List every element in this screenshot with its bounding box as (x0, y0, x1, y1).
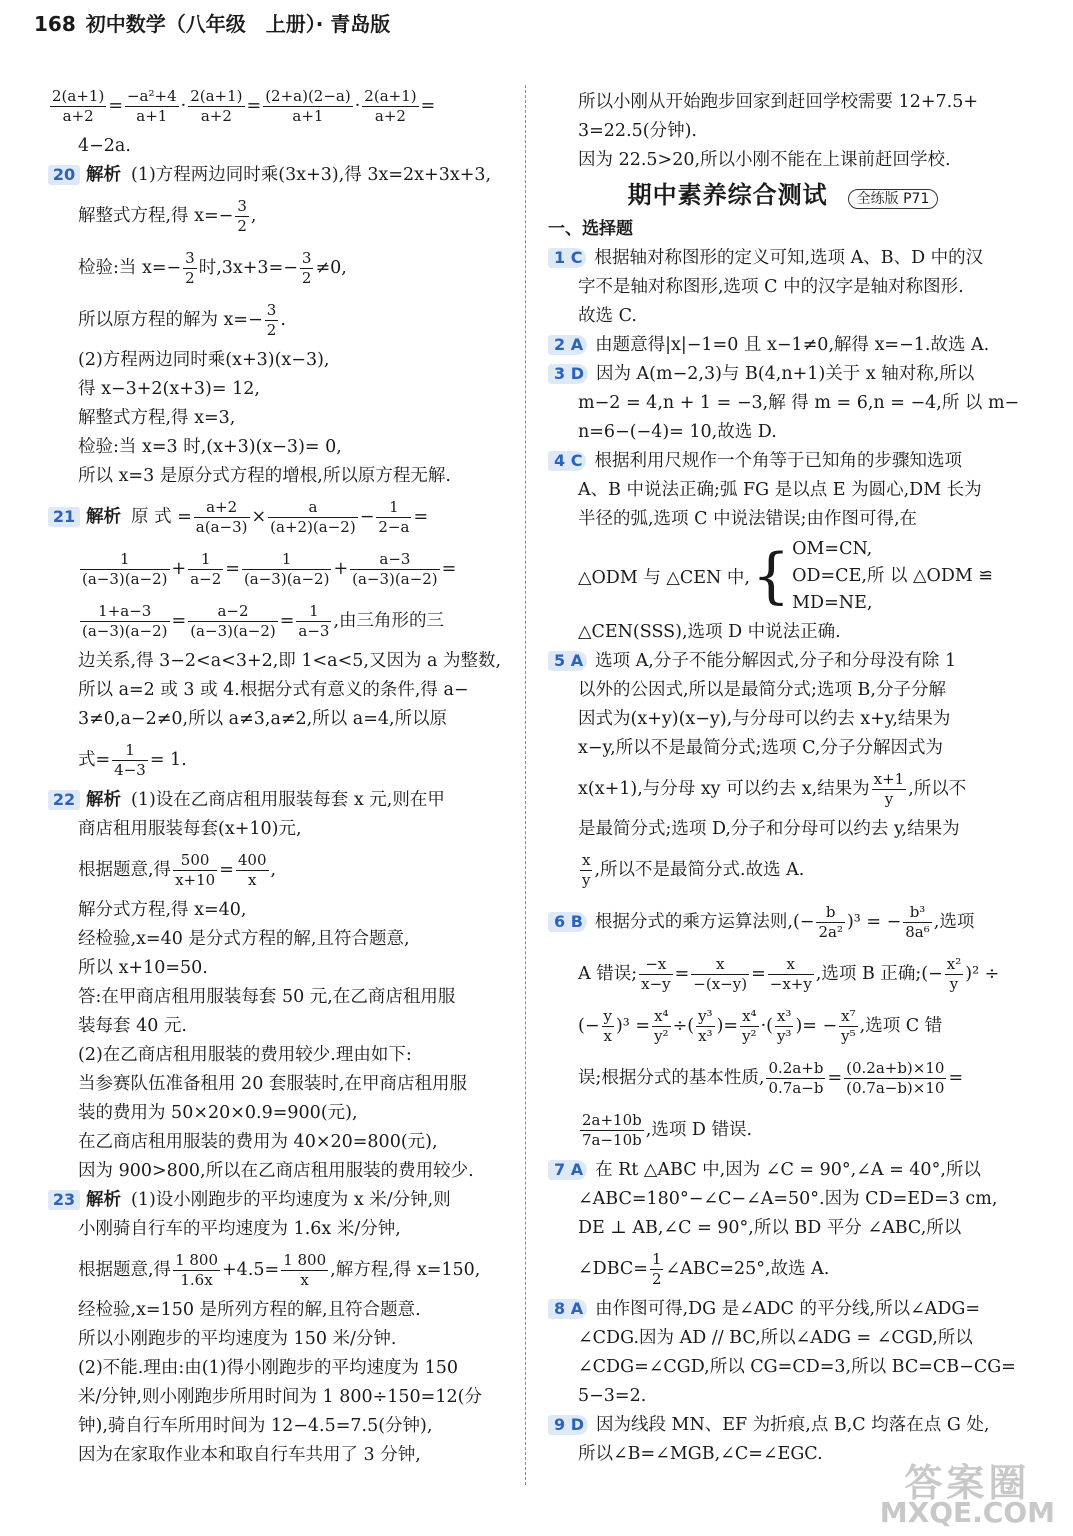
answer-badge: 4 C (548, 451, 586, 471)
equation-line: $\frac{1}{(a-3)(a-2)}$ + $\frac{1}{a-2}$ = $\frac{1}{(a-3)(a-2)}$ + $\frac{a-3}{(a-3)(a-2)}$ = (82, 550, 457, 588)
text-line: 解整式方程,得 x=− $\frac{3}{2}$ , (78, 197, 257, 235)
text-line: x(x+1),与分母 xy 可以约去 x,结果为 $\frac{x+1}{y}$ ,所以不 (578, 770, 967, 808)
section-heading (548, 175, 1018, 215)
answer-badge: 3 D (548, 364, 588, 384)
text-line: ∠CDG.因为 AD // BC,所以∠ADG = ∠CGD,所以 (578, 1328, 973, 1348)
text-line: 所以 a=2 或 3 或 4.根据分式有意义的条件,得 a− (78, 680, 469, 700)
equation-line: 误;根据分式的基本性质, $\frac{0.2a+b}{0.7a-b}$ = $\frac{(0.2a+b)\times 10}{(0.7a-b)\times 10}$ = (578, 1059, 964, 1097)
text-line: m−2 = 4,n + 1 = −3,解 得 m = 6,n = −4,所 以 m− (578, 393, 1020, 413)
text-line: DE ⊥ AB,∠C = 90°,所以 BD 平分 ∠ABC,所以 (578, 1218, 962, 1238)
text-line: 检验:当 x=3 时,(x+3)(x−3)= 0, (78, 437, 342, 457)
right-column (548, 88, 1018, 1469)
text-line: 是最简分式;选项 D,分子和分母可以约去 y,结果为 (578, 819, 960, 839)
answer-badge: 2 A (548, 335, 587, 355)
text-line: ∠CDG=∠CGD,所以 CG=CD=3,所以 BC=CB−CG= (578, 1357, 1016, 1377)
text-line: 根据题意,得 $\frac{1 800}{1.6x}$ +4.5= $\frac{1 800}{x}$ ,解方程,得 x=150, (78, 1251, 481, 1289)
text-line: x−y,所以不是最简分式;选项 C,分子分解因式为 (578, 738, 943, 758)
text-line: 所以小刚从开始跑步回家到赶回学校需要 12+7.5+ (578, 92, 978, 112)
equation-line: $\frac{2a+10b}{7a-10b}$ ,选项 D 错误. (582, 1111, 753, 1149)
watermark-logo: 答案圈 MXQE.COM (879, 1461, 1055, 1529)
page-number: 168 (34, 12, 76, 36)
problem-20: 20 解析 (1)方程两边同时乘(3x+3),得 3x=2x+3x+3, (48, 161, 518, 190)
text-line: 所以 x+10=50. (78, 958, 208, 978)
problem-22: 22 解析 (1)设在乙商店租用服装每套 x 元,则在甲 (48, 786, 518, 815)
answer-4: 4 C 根据利用尺规作一个角等于已知角的步骤知选项 (548, 447, 1018, 476)
text-line: 所以小刚跑步的平均速度为 150 米/分钟. (78, 1329, 397, 1349)
text-line: 得 x−3+2(x+3)= 12, (78, 379, 260, 399)
answer-7: 7 A 在 Rt △ABC 中,因为 ∠C = 90°,∠A = 40°,所以 (548, 1156, 1018, 1185)
book-title: 初中数学（八年级 上册）· 青岛版 (85, 12, 391, 36)
text-line: △CEN(SSS),选项 D 中说法正确. (578, 622, 841, 642)
text-line: (2)在乙商店租用服装的费用较少.理由如下: (78, 1045, 412, 1065)
equation-system: △ODM 与 △CEN 中, { OM=CN, OD=CE,所 以 △ODM ≌ MD=NE, (578, 538, 994, 613)
problem-number: 22 (48, 790, 80, 810)
text-line: $\frac{x}{y}$ ,所以不是最简分式.故选 A. (582, 851, 805, 889)
text-line: 米/分钟,则小刚跑步所用时间为 1 800÷150=12(分 (78, 1387, 482, 1407)
text-line: 故选 C. (578, 306, 637, 326)
equation-line: (− $\frac{y}{x}$ )³ = $\frac{\text{x⁴}}{\text{y²}}$ ÷( $\frac{\text{y³}}{\text{x³}}$ )= $\frac{\text{x⁴}}{\text{y²}}$ ·( $\frac{\text{x³}}{\text{y³}}$ )= − $\frac{\text{x⁷}}{\text{y⁵}}$ ,选项 C 错 (578, 1007, 943, 1045)
text-line: n=6−(−4)= 10,故选 D. (578, 422, 777, 442)
answer-2: 2 A 由题意得|x|−1=0 且 x−1≠0,解得 x=−1.故选 A. (548, 331, 1018, 360)
left-column (48, 80, 518, 1470)
text-line: 因为 900>800,所以在乙商店租用服装的费用较少. (78, 1161, 474, 1181)
equation-line: $\frac{1+a-3}{(a-3)(a-2)}$ = $\frac{a-2}{(a-3)(a-2)}$ = $\frac{1}{a-3}$ ,由三角形的三 (82, 602, 445, 640)
answer-badge: 9 D (548, 1415, 588, 1435)
page-ref-badge: 全练版 P71 (848, 189, 939, 209)
equation-line: $\frac{2(a+1)}{a+2}$ = $\frac{\text{−a²+4}}{a+1}$ · $\frac{2(a+1)}{a+2}$ = $\frac{(2+a)(2-a)}{a+1}$ · $\frac{2(a+1)}{a+2}$ = (52, 87, 436, 125)
text-line: ∠DBC= $\frac{1}{2}$ ∠ABC=25°,故选 A. (578, 1250, 830, 1288)
text-line: 解分式方程,得 x=40, (78, 900, 247, 920)
problem-number: 23 (48, 1190, 80, 1210)
problem-number: 20 (48, 165, 80, 185)
answer-badge: 7 A (548, 1160, 587, 1180)
problem-number: 21 (48, 507, 80, 527)
text-line: (2)不能.理由:由(1)得小刚跑步的平均速度为 150 (78, 1358, 458, 1378)
text-line: 边关系,得 3−2<a<3+2,即 1<a<5,又因为 a 为整数, (78, 651, 502, 671)
text-line: 式= $\frac{1}{4-3}$ = 1. (78, 741, 187, 779)
column-divider (525, 85, 526, 1485)
text-line: 小刚骑自行车的平均速度为 1.6x 米/分钟, (78, 1219, 401, 1239)
text-line: 4−2a. (78, 136, 131, 156)
text-line: 装每套 40 元. (78, 1016, 187, 1036)
answer-9: 9 D 因为线段 MN、EF 为折痕,点 B,C 均落在点 G 处, (548, 1411, 1018, 1440)
answer-3: 3 D 因为 A(m−2,3)与 B(4,n+1)关于 x 轴对称,所以 (548, 360, 1018, 389)
text-line: 商店租用服装每套(x+10)元, (78, 819, 302, 839)
problem-23: 23 解析 (1)设小刚跑步的平均速度为 x 米/分钟,则 (48, 1186, 518, 1215)
answer-6: 6 B 根据分式的乘方运算法则,(− $\frac{b}{\text{2a²}}$ )³ = − $\frac{\text{b³}}{\text{8a⁶}}$ ,选项 (548, 896, 1018, 948)
text-line: A、B 中说法正确;弧 FG 是以点 E 为圆心,DM 长为 (578, 480, 982, 500)
answer-5: 5 A 选项 A,分子不能分解因式,分子和分母没有除 1 (548, 647, 1018, 676)
text-line: 检验:当 x=− $\frac{3}{2}$ 时,3x+3=− $\frac{3}{2}$ ≠0, (78, 249, 347, 287)
text-line: 因为在家取作业本和取自行车共用了 3 分钟, (78, 1445, 421, 1465)
answer-badge: 8 A (548, 1299, 587, 1319)
problem-21: 21 解析 原 式 = $\frac{a+2}{a(a-3)}$ × $\frac{a}{(a+2)(a-2)}$ − $\frac{1}{2-a}$ = (48, 491, 518, 543)
section-title: 期中素养综合测试 (627, 181, 828, 209)
answer-1: 1 C 根据轴对称图形的定义可知,选项 A、B、D 中的汉 (548, 244, 1018, 273)
text-line: 解整式方程,得 x=3, (78, 408, 236, 428)
text-line: 半径的弧,选项 C 中说法错误;由作图可得,在 (578, 509, 918, 529)
answer-badge: 1 C (548, 248, 586, 268)
text-line: 所以 x=3 是原分式方程的增根,所以原方程无解. (78, 466, 451, 486)
text-line: 所以∠B=∠MGB,∠C=∠EGC. (578, 1444, 823, 1464)
text-line: 因式为(x+y)(x−y),与分母可以约去 x+y,结果为 (578, 709, 951, 729)
page-header (34, 8, 390, 37)
answer-8: 8 A 由作图可得,DG 是∠ADC 的平分线,所以∠ADG= (548, 1295, 1018, 1324)
text-line: 经检验,x=150 是所列方程的解,且符合题意. (78, 1300, 421, 1320)
text-line: 当参赛队伍准备租用 20 套服装时,在甲商店租用服 (78, 1074, 467, 1094)
answer-badge: 6 B (548, 912, 587, 932)
text-line: 5−3=2. (578, 1386, 647, 1406)
text-line: ∠ABC=180°−∠C−∠A=50°.因为 CD=ED=3 cm, (578, 1189, 998, 1209)
equation-line: A 错误; $\frac{-x}{x-y}$ = $\frac{x}{-(x-y)}$ = $\frac{x}{-x+y}$ ,选项 B 正确;(− $\frac{\text{x²}}{y}$ )² ÷ (578, 955, 1000, 993)
text-line: 因为 22.5>20,所以小刚不能在上课前赶回学校. (578, 150, 951, 170)
text-line: 3≠0,a−2≠0,所以 a≠3,a≠2,所以 a=4,所以原 (78, 709, 448, 729)
text-line: 3=22.5(分钟). (578, 121, 697, 141)
text-line: 字不是轴对称图形,选项 C 中的汉字是轴对称图形. (578, 277, 964, 297)
text-line: 经检验,x=40 是分式方程的解,且符合题意, (78, 929, 410, 949)
text-line: (2)方程两边同时乘(x+3)(x−3), (78, 350, 330, 370)
text-line: 装的费用为 50×20×0.9=900(元), (78, 1103, 358, 1123)
subsection-title: 一、选择题 (548, 219, 633, 239)
answer-badge: 5 A (548, 651, 587, 671)
text-line: 答:在甲商店租用服装每套 50 元,在乙商店租用服 (78, 987, 456, 1007)
text-line: 所以原方程的解为 x=− $\frac{3}{2}$ . (78, 301, 286, 339)
text-line: 在乙商店租用服装的费用为 40×20=800(元), (78, 1132, 438, 1152)
text-line: 钟),骑自行车所用时间为 12−4.5=7.5(分钟), (78, 1416, 433, 1436)
brace: { (751, 541, 791, 611)
text-line: 根据题意,得 $\frac{500}{x+10}$ = $\frac{400}{x}$ , (78, 851, 277, 889)
text-line: 以外的公因式,所以是最简分式;选项 B,分子分解 (578, 680, 946, 700)
